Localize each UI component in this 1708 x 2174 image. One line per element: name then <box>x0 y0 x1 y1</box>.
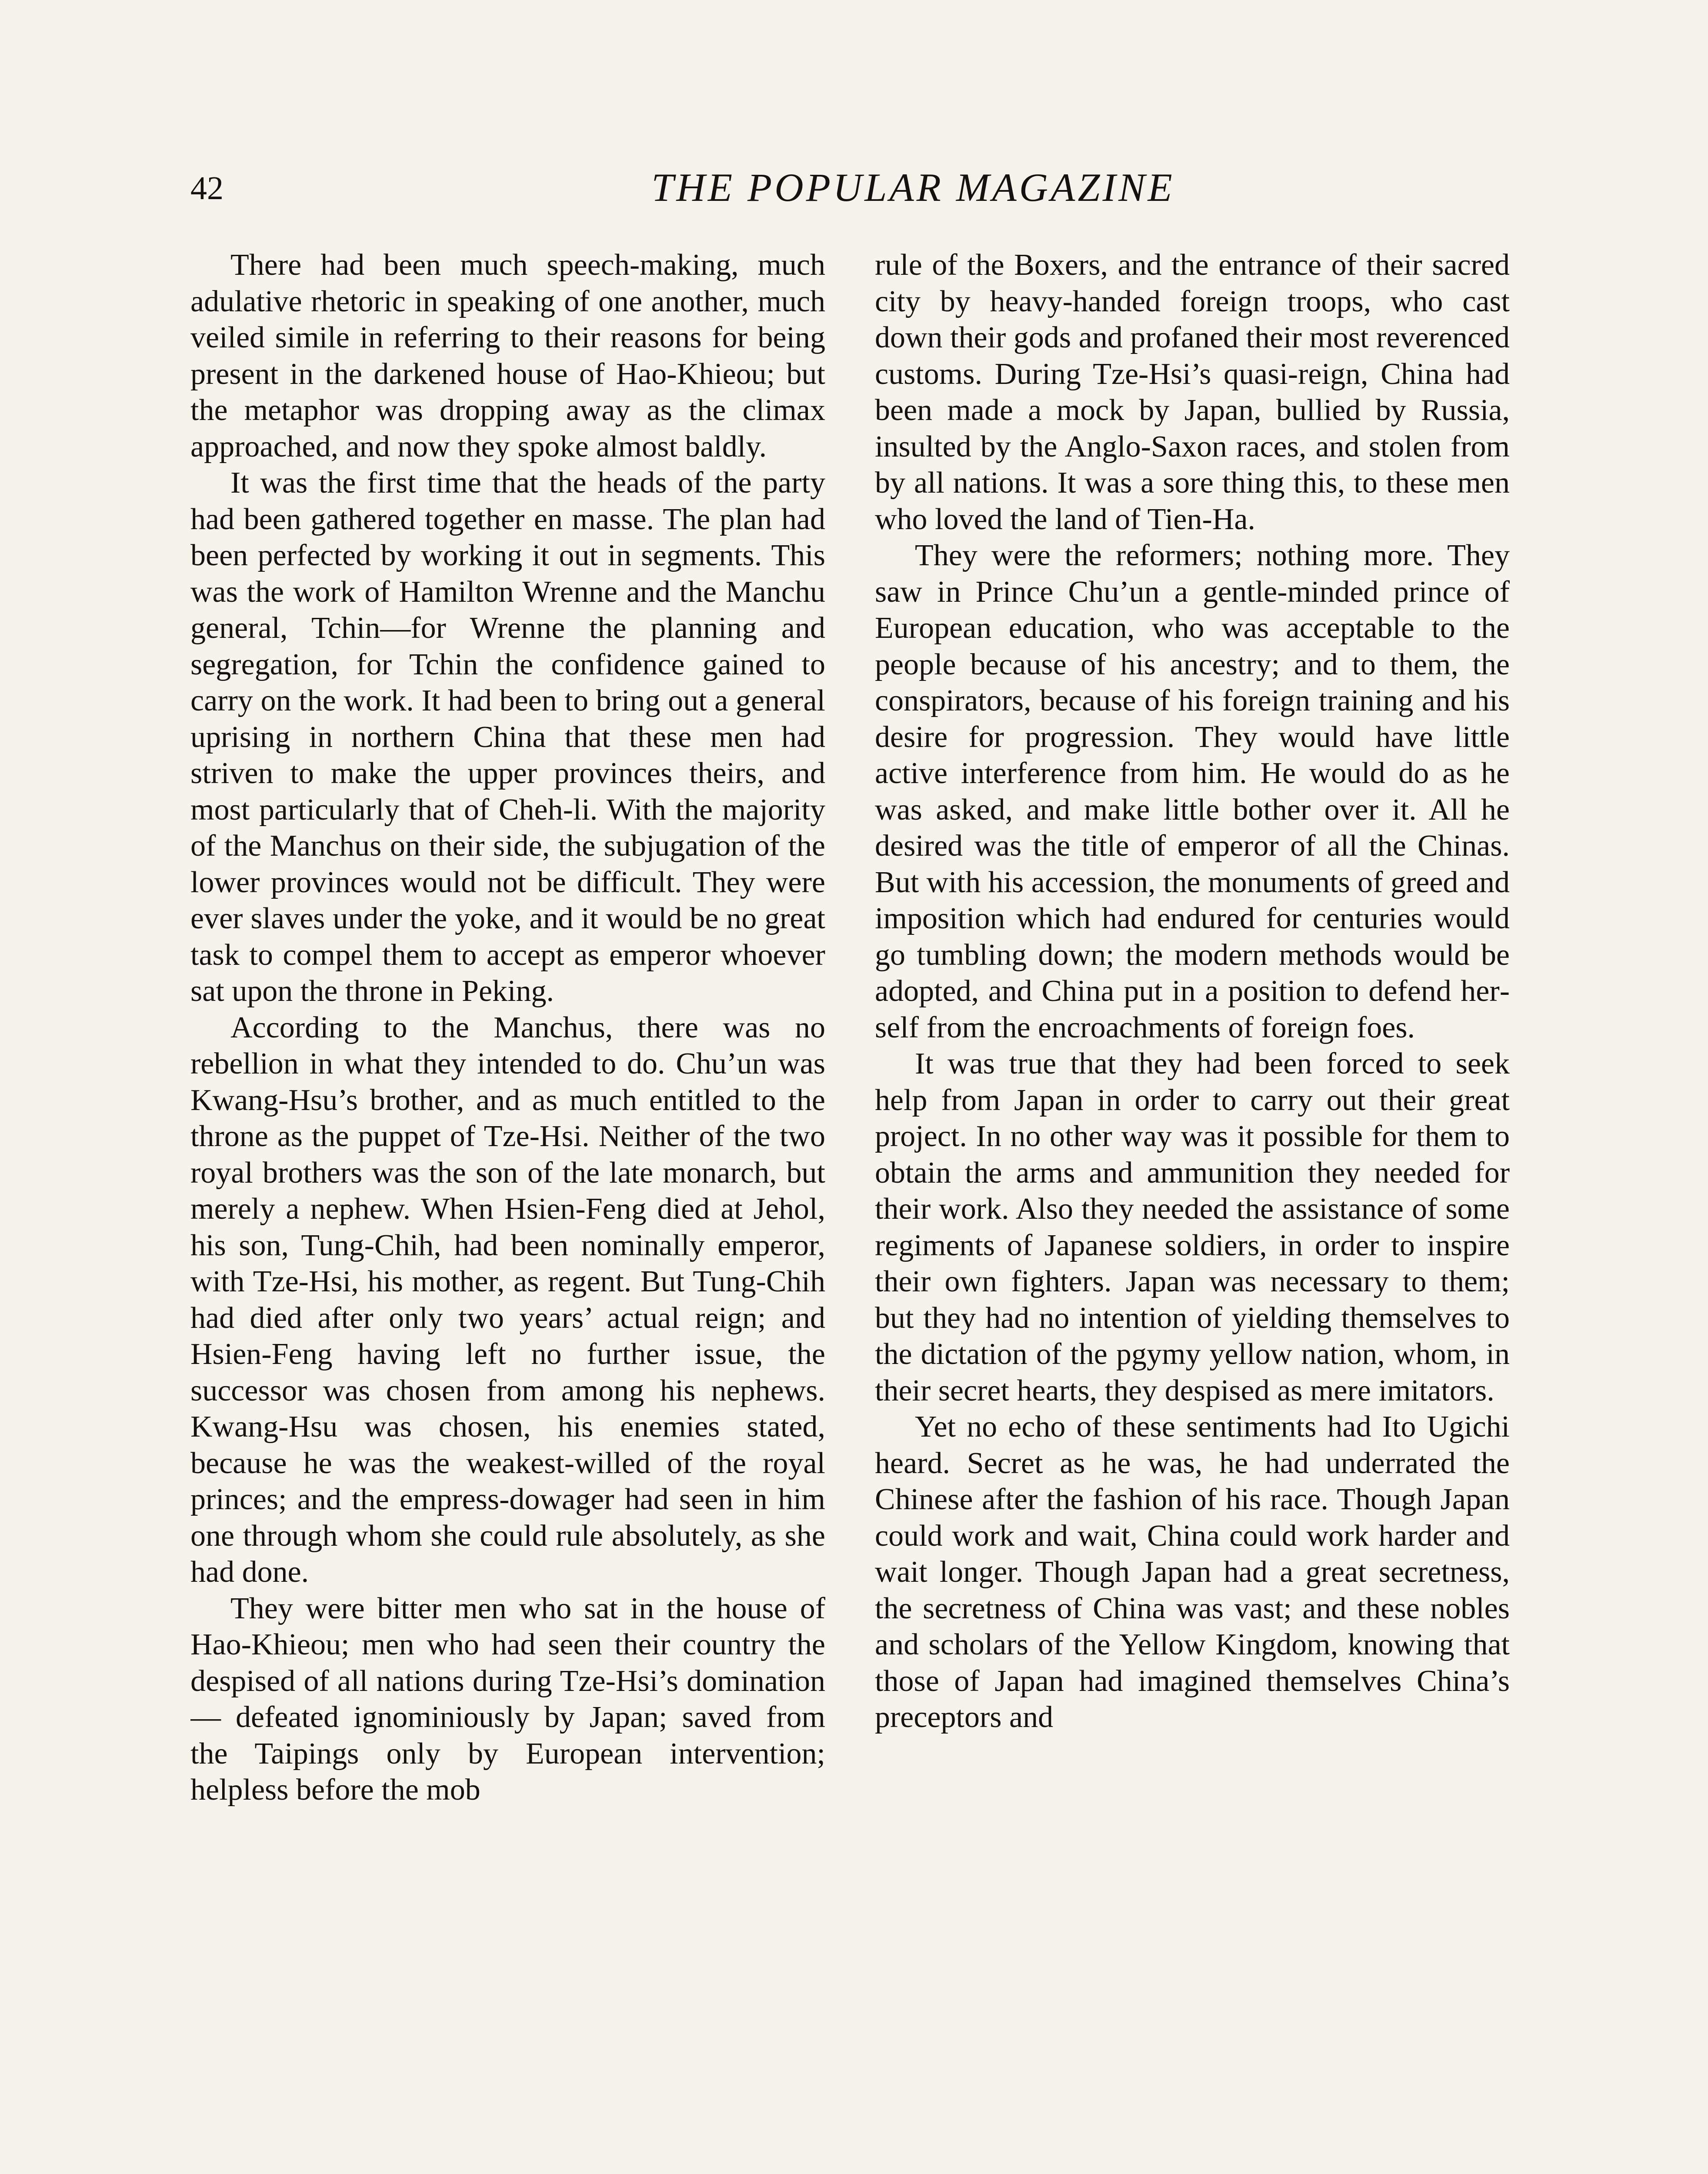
right-paragraph-1: rule of the Boxers, and the entrance of their sacred city by heavy-handed foreign troops, who cast down their gods and profaned their most reverenced customs. During Tze-Hsi’s quasi-reign, China had been made a mock by Japan, bullied by Russia, insulted by the Anglo-Saxon races, and stolen from by all nations. It was a sore thing this, to these men who loved the land of Tien-Ha. <box>875 248 1510 536</box>
left-paragraph-1: There had been much speech-making, much adulative rhetoric in speaking of one another, much veiled simile in referring to their reasons for being present in the darkened house of Hao-Khieou; but the metaphor was dropping away as the climax approached, and now they spoke almost baldly. <box>190 248 825 463</box>
right-paragraph-2: They were the reformers; nothing more. They saw in Prince Chu’un a gentle-minded prince of European education, who was acceptable to the people because of his ancestry; and to them, the conspirators, because of his foreign training and his desire for progression. They would have little active interference from him. He would do as he was asked, and make little bother over it. All he desired was the title of emperor of all the Chinas. But with his accession, the monuments of greed and imposition which had endured for centuries would go tumbling down; the modern methods would be adopted, and China put in a position to defend herself from the encroachments of foreign foes. <box>875 539 1510 1044</box>
left-paragraph-3: According to the Manchus, there was no rebellion in what they intended to do. Chu’un was Kwang-Hsu’s brother, and as much entitled to the throne as the puppet of Tze-Hsi. Neither of the two royal brothers was the son of the late monarch, but merely a nephew. When Hsien-Feng died at Jehol, his son, Tung-Chih, had been nominally emperor, with Tze-Hsi, his mother, as regent. But Tung-Chih had died after only two years’ actual reign; and Hsien-Feng having left no further issue, the successor was chosen from among his nephews. Kwang-Hsu was chosen, his enemies stated, because he was the weakest-willed of the royal princes; and the empress-dowager had seen in him one through whom she could rule absolutely, as she had done. <box>190 1010 825 1589</box>
page-number: 42 <box>190 170 224 207</box>
left-paragraph-2: It was the first time that the heads of the party had been gathered together en masse. The plan had been perfected by working it out in segments. This was the work of Hamilton Wrenne and the Manchu general, Tchin—for Wrenne the planning and segregation, for Tchin the confidence gained to carry on the work. It had been to bring out a general uprising in northern China that these men had striven to make the upper provinces theirs, and most particularly that of Cheh-li. With the majority of the Manchus on their side, the subjugation of the lower provinces would not be difficult. They were ever slaves under the yoke, and it would be no great task to compel them to accept as emperor whoever sat upon the throne in Peking. <box>190 466 825 1008</box>
magazine-title: THE POPULAR MAGAZINE <box>651 165 1175 210</box>
right-paragraph-3: It was true that they had been forced to seek help from Japan in order to carry out their great project. In no other way was it possible for them to obtain the arms and ammunition they needed for their work. Also they needed the assistance of some regiments of Japanese soldiers, in order to inspire their own fighters. Japan was necessary to them; but they had no intention of yielding themselves to the dictation of the pgymy yellow nation, whom, in their secret hearts, they despised as mere imitators. <box>875 1047 1510 1407</box>
left-column <box>190 247 825 2174</box>
right-paragraph-4: Yet no echo of these sentiments had Ito Ugichi heard. Secret as he was, he had underrated the Chinese after the fashion of his race. Though Japan could work and wait, China could work harder and wait longer. Though Japan had a great secretness, the secretness of China was vast; and these nobles and scholars of the Yellow Kingdom, knowing that those of Japan had imagined themselves China’s preceptors and <box>875 1410 1510 1734</box>
left-paragraph-4: They were bitter men who sat in the house of Hao-Khieou; men who had seen their country the despised of all nations during Tze-Hsi’s domination— defeated ignominiously by Japan; saved from the Taipings only by European intervention; helpless before the mob <box>190 1591 825 1807</box>
right-column <box>875 247 1510 2174</box>
